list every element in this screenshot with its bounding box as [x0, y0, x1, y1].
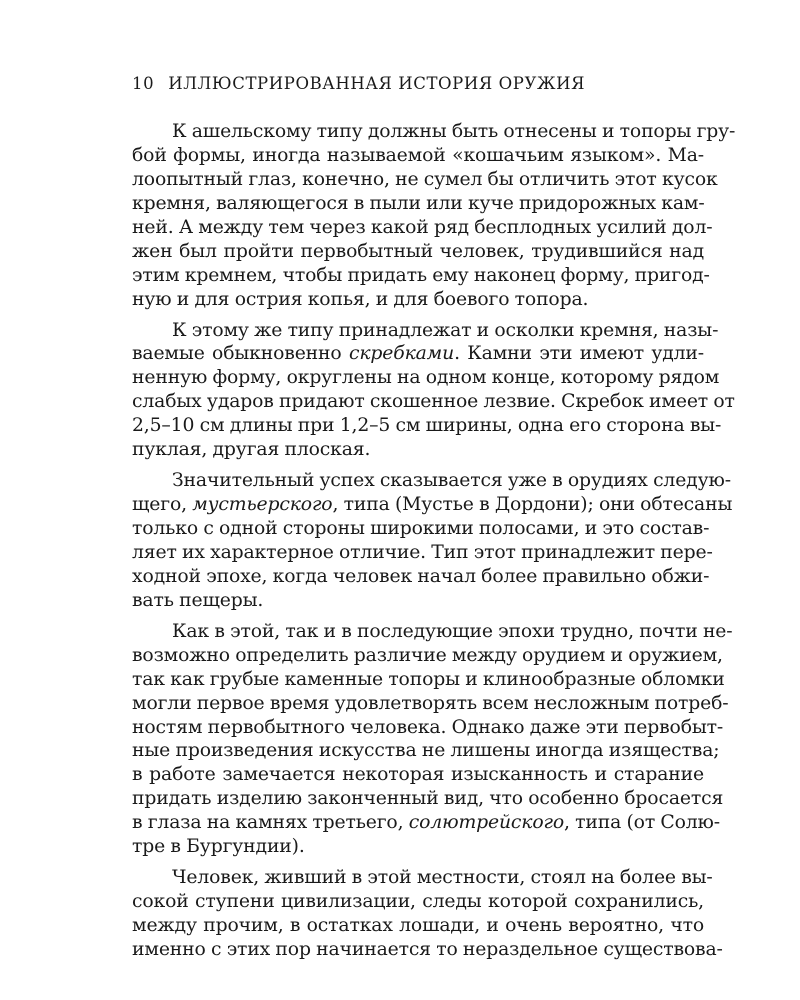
paragraph — [132, 866, 723, 962]
text-line — [132, 716, 724, 740]
running-head — [132, 74, 585, 93]
text-run: между прочим, в остатках лошади, и очень вероятно, что — [132, 915, 704, 936]
text-line — [132, 216, 713, 240]
text-run: К ашельскому типу должны быть отнесены и топоры гру- — [172, 121, 736, 142]
text-run: пуклая, другая плоская. — [132, 439, 371, 461]
text-run: ненную форму, округлены на одном конце, которому рядом — [132, 367, 720, 389]
text-line — [132, 644, 723, 668]
text-line — [132, 938, 723, 962]
text-line — [132, 517, 710, 541]
text-line — [132, 890, 704, 914]
paragraph — [132, 469, 733, 613]
text-line — [132, 835, 704, 859]
text-line — [132, 414, 722, 438]
text-run: ные произведения искусства не лишены иногда изящества; — [132, 740, 720, 762]
page-number: 10 — [132, 74, 155, 93]
italic-term: мустьерского — [192, 494, 333, 516]
paragraph — [132, 620, 733, 859]
text-line — [132, 168, 718, 192]
text-line — [132, 319, 719, 343]
text-line — [132, 144, 704, 168]
text-run: Значительный успех сказывается уже в орудиях следую- — [172, 470, 731, 492]
text-run: придать изделию законченный вид, что особенно бросается — [132, 788, 724, 810]
paragraph-gap — [132, 613, 704, 620]
text-line — [132, 264, 710, 288]
body-text — [132, 120, 736, 962]
text-run: Как в этой, так и в последующие эпохи трудно, почти не- — [172, 620, 733, 642]
text-run: в работе замечается некоторая изысканность и старание — [132, 764, 704, 786]
text-run: вать пещеры. — [132, 589, 264, 611]
text-line — [132, 342, 704, 366]
text-line — [132, 438, 704, 462]
text-line — [132, 493, 733, 517]
text-line — [132, 692, 729, 716]
text-run: , типа (от Солю- — [564, 812, 720, 834]
text-line — [132, 763, 704, 787]
text-run: К этому же типу принадлежат и осколки кремня, назы- — [172, 319, 719, 341]
text-line — [132, 541, 713, 565]
text-line — [132, 811, 720, 835]
text-run: слабых ударов придают скошенное лезвие. Скребок имеет от — [132, 391, 735, 413]
text-line — [132, 739, 720, 763]
text-run: могли первое время удовлетворять всем несложным потреб- — [132, 692, 729, 714]
text-run: возможно определить различие между орудием и оружием, — [132, 644, 723, 666]
running-title: ИЛЛЮСТРИРОВАННАЯ ИСТОРИЯ ОРУЖИЯ — [168, 74, 586, 93]
text-line — [132, 469, 731, 493]
text-run: так как грубые каменные топоры и клинообразные обломки — [132, 668, 725, 690]
text-line — [132, 288, 704, 312]
text-line — [132, 787, 724, 811]
text-run: этим кремнем, чтобы придать ему наконец форму, пригод- — [132, 264, 710, 286]
text-run: сокой ступени цивилизации, следы которой сохранились, — [132, 891, 704, 913]
text-line — [132, 914, 704, 938]
italic-term: солютрейского — [408, 812, 564, 834]
text-line — [132, 366, 720, 390]
text-run: ную и для острия копья, и для боевого топора. — [132, 288, 589, 310]
text-run: , типа (Мустье в Дордони); они обтесаны — [332, 494, 733, 516]
text-line — [132, 120, 736, 144]
text-run: Человек, живший в этой местности, стоял на более вы- — [172, 867, 713, 889]
text-line — [132, 589, 704, 613]
text-run: жен был пройти первобытный человек, трудившийся над — [132, 240, 704, 262]
text-line — [132, 668, 725, 692]
text-run: кремня, валяющегося в пыли или куче придорожных кам- — [132, 192, 705, 214]
paragraph-gap — [132, 859, 704, 866]
text-run: в глаза на камнях третьего, — [132, 812, 409, 834]
text-run: щего, — [132, 494, 193, 516]
text-run: лоопытный глаз, конечно, не сумел бы отличить этот кусок — [132, 168, 718, 190]
text-line — [132, 192, 704, 216]
text-run: только с одной стороны широкими полосами, и это состав- — [132, 518, 710, 539]
text-run: тре в Бургундии). — [132, 836, 305, 858]
paragraph-gap — [132, 462, 704, 469]
text-run: ходной эпохе, когда человек начал более правильно обжи- — [132, 565, 710, 587]
text-line — [132, 390, 735, 414]
text-run: именно с этих пор начинается то нераздельное существова- — [132, 938, 723, 960]
paragraph-gap — [132, 312, 704, 319]
text-run: . Камни эти имеют удли- — [454, 343, 704, 365]
text-run: ней. А между тем через какой ряд бесплодных усилий дол- — [132, 216, 713, 238]
text-line — [132, 240, 704, 264]
text-line — [132, 866, 713, 890]
paragraph — [132, 319, 735, 463]
text-run: ностям первобытного человека. Однако даже эти первобыт- — [132, 716, 724, 738]
text-run: ваемые обыкновенно — [132, 343, 349, 365]
text-run: 2,5–10 см длины при 1,2–5 см ширины, одна его сторона вы- — [132, 415, 722, 437]
italic-term: скребками — [348, 343, 455, 365]
text-run: бой формы, иногда называемой «кошачьим языком». Ма- — [132, 144, 704, 166]
text-line — [132, 565, 710, 589]
text-line — [132, 620, 733, 644]
text-run: ляет их характерное отличие. Тип этот принадлежит пере- — [132, 541, 713, 563]
paragraph — [132, 120, 736, 312]
